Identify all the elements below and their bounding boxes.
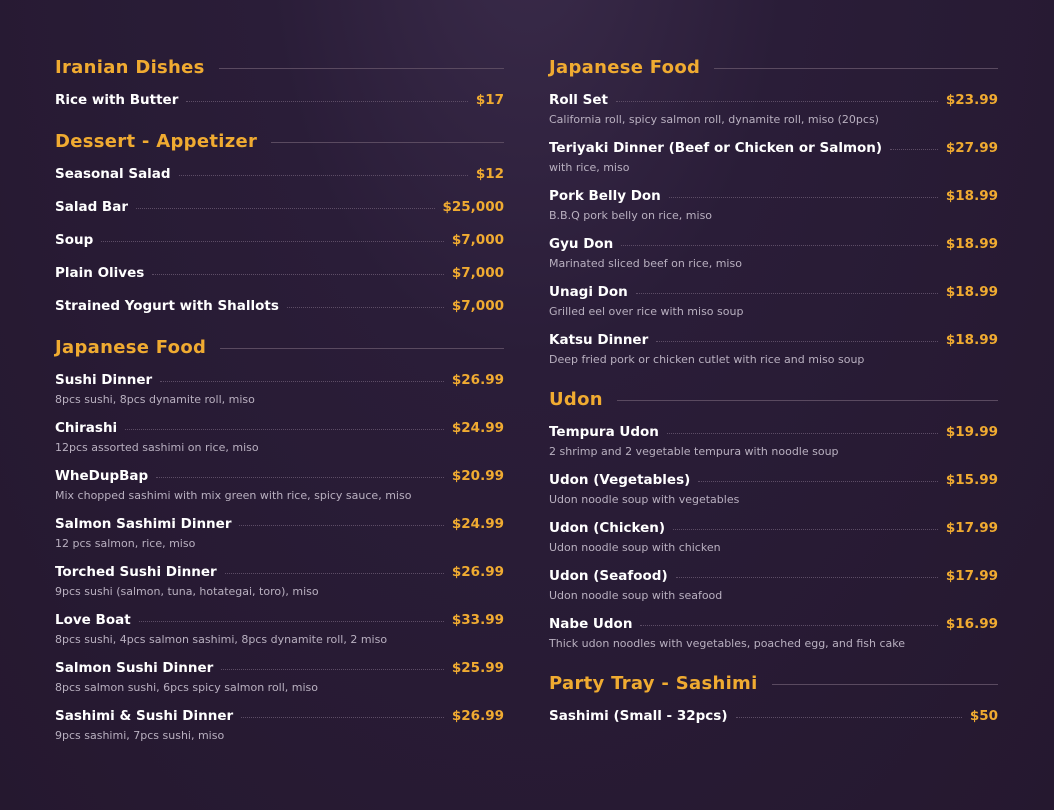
section-divider bbox=[714, 68, 998, 69]
section-divider bbox=[220, 348, 504, 349]
menu-item-price: $27.99 bbox=[945, 140, 998, 156]
menu-item bbox=[549, 706, 998, 726]
menu-item-description: 8pcs salmon sushi, 6pcs spicy salmon roll, miso bbox=[55, 681, 319, 694]
dotted-leader bbox=[239, 525, 443, 526]
menu-item-name: Sashimi & Sushi Dinner bbox=[55, 708, 234, 724]
menu-item bbox=[55, 418, 504, 456]
menu-item bbox=[549, 282, 998, 320]
menu-item-description: 8pcs sushi, 8pcs dynamite roll, miso bbox=[55, 393, 255, 406]
menu-item-row bbox=[549, 518, 998, 538]
menu-item-name: Udon (Chicken) bbox=[549, 520, 666, 536]
menu-item-row bbox=[549, 282, 998, 302]
menu-item bbox=[549, 518, 998, 556]
menu-item-name: Sushi Dinner bbox=[55, 372, 153, 388]
menu-section-japanese-food bbox=[55, 332, 504, 744]
menu-item bbox=[55, 197, 504, 217]
menu-item-price: $18.99 bbox=[945, 188, 998, 204]
menu-item bbox=[55, 562, 504, 600]
menu-item-description: 2 shrimp and 2 vegetable tempura with noodle soup bbox=[549, 445, 839, 458]
menu-item-name: Nabe Udon bbox=[549, 616, 633, 632]
menu-item-price: $50 bbox=[969, 708, 998, 724]
menu-item-price: $33.99 bbox=[451, 612, 504, 628]
menu-item-name: Tempura Udon bbox=[549, 424, 659, 440]
menu-item-price: $26.99 bbox=[451, 372, 504, 388]
menu-item-price: $24.99 bbox=[451, 516, 504, 532]
section-title: Japanese Food bbox=[549, 56, 701, 78]
dotted-leader bbox=[156, 477, 444, 478]
menu-item-price: $25,000 bbox=[442, 199, 504, 215]
menu-item-name: Sashimi (Small - 32pcs) bbox=[549, 708, 728, 724]
menu-item-row bbox=[55, 658, 504, 678]
dotted-leader bbox=[125, 429, 444, 430]
menu-item-row bbox=[55, 418, 504, 438]
menu-item-name: Soup bbox=[55, 232, 94, 248]
section-title: Japanese Food bbox=[55, 336, 207, 358]
menu-item-description: Deep fried pork or chicken cutlet with rice and miso soup bbox=[549, 353, 865, 366]
menu-item bbox=[549, 614, 998, 652]
menu-item-price: $7,000 bbox=[451, 265, 504, 281]
menu-item bbox=[55, 370, 504, 408]
menu-section-udon bbox=[549, 384, 998, 652]
menu-item-name: Salmon Sushi Dinner bbox=[55, 660, 214, 676]
menu-item-name: Udon (Seafood) bbox=[549, 568, 668, 584]
menu-item-price: $17.99 bbox=[945, 568, 998, 584]
menu-item-row bbox=[549, 90, 998, 110]
menu-item bbox=[549, 234, 998, 272]
section-divider bbox=[617, 400, 998, 401]
dotted-leader bbox=[179, 175, 468, 176]
dotted-leader bbox=[287, 307, 444, 308]
dotted-leader bbox=[136, 208, 435, 209]
menu-item-row bbox=[55, 514, 504, 534]
section-header bbox=[55, 52, 504, 82]
dotted-leader bbox=[676, 577, 938, 578]
menu-item-name: Salad Bar bbox=[55, 199, 128, 215]
menu-item-row bbox=[55, 562, 504, 582]
dotted-leader bbox=[101, 241, 444, 242]
menu-item-name: Torched Sushi Dinner bbox=[55, 564, 217, 580]
section-header bbox=[55, 332, 504, 362]
menu-item-description: 12 pcs salmon, rice, miso bbox=[55, 537, 196, 550]
menu-item-description: 9pcs sashimi, 7pcs sushi, miso bbox=[55, 729, 225, 742]
menu-item bbox=[549, 566, 998, 604]
section-header bbox=[549, 384, 998, 414]
menu-item-row bbox=[55, 610, 504, 630]
dotted-leader bbox=[640, 625, 937, 626]
dotted-leader bbox=[616, 101, 938, 102]
menu-item-name: Love Boat bbox=[55, 612, 131, 628]
menu-item-row bbox=[55, 466, 504, 486]
menu-item bbox=[549, 470, 998, 508]
menu-item-name: Unagi Don bbox=[549, 284, 628, 300]
menu-item-price: $18.99 bbox=[945, 332, 998, 348]
section-divider bbox=[271, 142, 504, 143]
menu-item bbox=[55, 164, 504, 184]
menu-item-name: Roll Set bbox=[549, 92, 608, 108]
menu-item-description: 9pcs sushi (salmon, tuna, hotategai, toro), miso bbox=[55, 585, 319, 598]
menu-item-row bbox=[549, 330, 998, 350]
dotted-leader bbox=[669, 197, 938, 198]
dotted-leader bbox=[621, 245, 938, 246]
menu-item-row bbox=[549, 470, 998, 490]
section-title: Dessert - Appetizer bbox=[55, 130, 258, 152]
dotted-leader bbox=[221, 669, 444, 670]
menu-item bbox=[549, 138, 998, 176]
menu-item-description: B.B.Q pork belly on rice, miso bbox=[549, 209, 713, 222]
menu-item-description: with rice, miso bbox=[549, 161, 630, 174]
menu-item-price: $7,000 bbox=[451, 298, 504, 314]
dotted-leader bbox=[656, 341, 938, 342]
menu bbox=[55, 52, 998, 760]
menu-section-iranian-dishes bbox=[55, 52, 504, 110]
menu-item bbox=[55, 706, 504, 744]
menu-item-row bbox=[549, 422, 998, 442]
menu-item-name: WheDupBap bbox=[55, 468, 149, 484]
dotted-leader bbox=[673, 529, 938, 530]
right-column bbox=[549, 52, 998, 760]
menu-item-description: Grilled eel over rice with miso soup bbox=[549, 305, 744, 318]
dotted-leader bbox=[241, 717, 444, 718]
menu-item-description: Udon noodle soup with vegetables bbox=[549, 493, 740, 506]
menu-item-price: $16.99 bbox=[945, 616, 998, 632]
menu-item-description: California roll, spicy salmon roll, dynamite roll, miso (20pcs) bbox=[549, 113, 879, 126]
menu-item-name: Gyu Don bbox=[549, 236, 614, 252]
menu-item bbox=[55, 514, 504, 552]
menu-section-japanese-food bbox=[549, 52, 998, 368]
section-header bbox=[549, 52, 998, 82]
menu-item-price: $24.99 bbox=[451, 420, 504, 436]
menu-item-row bbox=[55, 263, 504, 283]
menu-item-price: $25.99 bbox=[451, 660, 504, 676]
menu-item-row bbox=[549, 234, 998, 254]
dotted-leader bbox=[139, 621, 444, 622]
menu-section-party-tray-sashimi bbox=[549, 668, 998, 726]
section-header bbox=[55, 126, 504, 156]
menu-item bbox=[549, 422, 998, 460]
menu-item-row bbox=[549, 138, 998, 158]
menu-item-row bbox=[549, 614, 998, 634]
menu-item bbox=[549, 186, 998, 224]
menu-item-price: $20.99 bbox=[451, 468, 504, 484]
menu-item-price: $17.99 bbox=[945, 520, 998, 536]
menu-item-name: Seasonal Salad bbox=[55, 166, 171, 182]
menu-item-price: $7,000 bbox=[451, 232, 504, 248]
menu-item-row bbox=[55, 370, 504, 390]
dotted-leader bbox=[736, 717, 962, 718]
menu-item-price: $12 bbox=[475, 166, 504, 182]
menu-item-name: Plain Olives bbox=[55, 265, 145, 281]
dotted-leader bbox=[152, 274, 444, 275]
section-divider bbox=[772, 684, 998, 685]
menu-item bbox=[55, 90, 504, 110]
dotted-leader bbox=[667, 433, 938, 434]
menu-item-description: Mix chopped sashimi with mix green with rice, spicy sauce, miso bbox=[55, 489, 412, 502]
menu-item-row bbox=[55, 296, 504, 316]
menu-item-price: $26.99 bbox=[451, 564, 504, 580]
dotted-leader bbox=[698, 481, 938, 482]
menu-item bbox=[549, 90, 998, 128]
menu-item-row bbox=[549, 186, 998, 206]
dotted-leader bbox=[225, 573, 444, 574]
menu-section-dessert-appetizer bbox=[55, 126, 504, 316]
menu-item-name: Udon (Vegetables) bbox=[549, 472, 691, 488]
menu-item-name: Rice with Butter bbox=[55, 92, 179, 108]
menu-item bbox=[55, 296, 504, 316]
menu-item-row bbox=[55, 197, 504, 217]
menu-item bbox=[55, 610, 504, 648]
section-title: Party Tray - Sashimi bbox=[549, 672, 758, 694]
left-column bbox=[55, 52, 504, 760]
menu-item-description: 12pcs assorted sashimi on rice, miso bbox=[55, 441, 259, 454]
dotted-leader bbox=[186, 101, 467, 102]
menu-item-price: $18.99 bbox=[945, 236, 998, 252]
menu-item-name: Pork Belly Don bbox=[549, 188, 661, 204]
menu-item-price: $19.99 bbox=[945, 424, 998, 440]
menu-item-price: $15.99 bbox=[945, 472, 998, 488]
menu-item-description: Marinated sliced beef on rice, miso bbox=[549, 257, 742, 270]
menu-item-description: Udon noodle soup with chicken bbox=[549, 541, 721, 554]
menu-item-name: Salmon Sashimi Dinner bbox=[55, 516, 232, 532]
menu-item bbox=[55, 263, 504, 283]
menu-item-price: $23.99 bbox=[945, 92, 998, 108]
section-title: Udon bbox=[549, 388, 603, 410]
dotted-leader bbox=[160, 381, 444, 382]
menu-item-row bbox=[549, 566, 998, 586]
section-header bbox=[549, 668, 998, 698]
menu-item-description: Udon noodle soup with seafood bbox=[549, 589, 723, 602]
menu-item bbox=[549, 330, 998, 368]
menu-item-description: 8pcs sushi, 4pcs salmon sashimi, 8pcs dynamite roll, 2 miso bbox=[55, 633, 388, 646]
menu-item-name: Strained Yogurt with Shallots bbox=[55, 298, 279, 314]
menu-item-price: $18.99 bbox=[945, 284, 998, 300]
menu-item-row bbox=[55, 706, 504, 726]
menu-item-row bbox=[55, 90, 504, 110]
menu-item bbox=[55, 230, 504, 250]
section-divider bbox=[219, 68, 504, 69]
section-title: Iranian Dishes bbox=[55, 56, 205, 78]
menu-item-row bbox=[55, 164, 504, 184]
menu-item-description: Thick udon noodles with vegetables, poached egg, and fish cake bbox=[549, 637, 906, 650]
menu-item-price: $17 bbox=[475, 92, 504, 108]
menu-item bbox=[55, 658, 504, 696]
menu-item-name: Katsu Dinner bbox=[549, 332, 649, 348]
menu-item-row bbox=[549, 706, 998, 726]
dotted-leader bbox=[636, 293, 938, 294]
menu-item-row bbox=[55, 230, 504, 250]
menu-item-name: Chirashi bbox=[55, 420, 118, 436]
dotted-leader bbox=[890, 149, 938, 150]
menu-item-name: Teriyaki Dinner (Beef or Chicken or Salmon) bbox=[549, 140, 883, 156]
menu-item-price: $26.99 bbox=[451, 708, 504, 724]
menu-item bbox=[55, 466, 504, 504]
